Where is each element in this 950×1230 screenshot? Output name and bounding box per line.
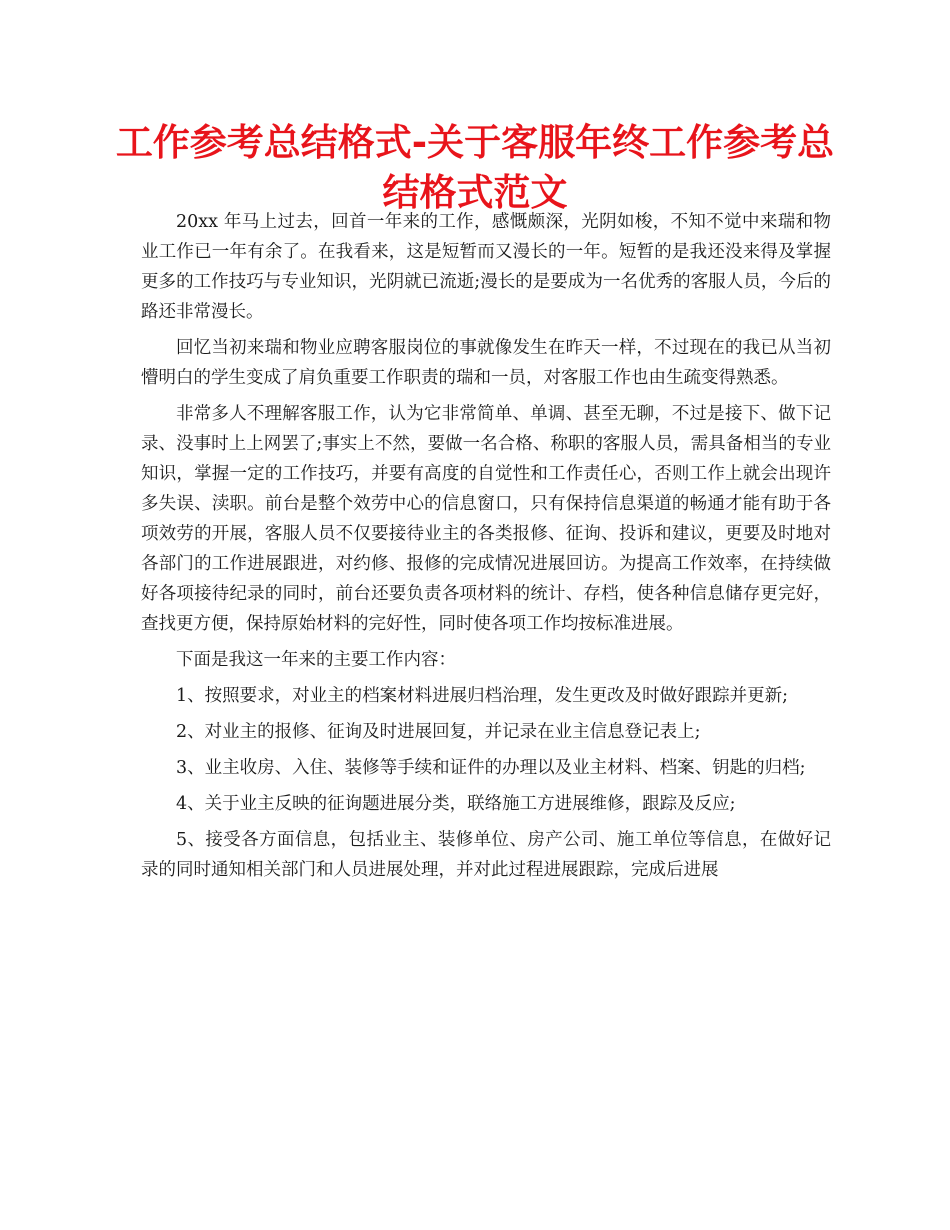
paragraph-recollection: 回忆当初来瑞和物业应聘客服岗位的事就像发生在昨天一样，不过现在的我已从当初懵明白的学生变成了肩负重要工作职责的瑞和一员，对客服工作也由生疏变得熟悉。 <box>141 338 831 388</box>
paragraph-intro: 20xx 年马上过去，回首一年来的工作，感慨颇深，光阴如梭，不知不觉中来瑞和物业工作已一年有余了。在我看来，这是短暂而又漫长的一年。短暂的是我还没来得及掌握更多的工作技巧与专业知识，光阴就已流逝;漫长的是要成为一名优秀的客服人员，今后的路还非常漫长。 <box>141 212 831 322</box>
list-item-4: 4、关于业主反映的征询题进展分类，联络施工方进展维修，跟踪及反应; <box>176 794 736 814</box>
list-item-3: 3、业主收房、入住、装修等手续和证件的办理以及业主材料、档案、钥匙的归档; <box>176 758 806 778</box>
paragraph-work-list-intro: 下面是我这一年来的主要工作内容： <box>176 650 456 670</box>
list-item-5: 5、接受各方面信息，包括业主、装修单位、房产公司、施工单位等信息，在做好记录的同时通知相关部门和人员进展处理，并对此过程进展跟踪，完成后进展 <box>141 830 831 880</box>
list-item-1: 1、按照要求，对业主的档案材料进展归档治理，发生更改及时做好跟踪并更新; <box>176 686 789 706</box>
document-title: 工作参考总结格式-关于客服年终工作参考总结格式范文 <box>115 121 835 214</box>
paragraph-job-description: 非常多人不理解客服工作，认为它非常简单、单调、甚至无聊，不过是接下、做下记录、没事时上上网罢了;事实上不然，要做一名合格、称职的客服人员，需具备相当的专业知识，掌握一定的工作技巧，并要有高度的自觉性和工作责任心，否则工作上就会出现许多失误、渎职。前台是整个效劳中心的信息窗口，只有保持信息渠道的畅通才能有助于各项效劳的开展，客服人员不仅要接待业主的各类报修、征询、投诉和建议，更要及时地对各部门的工作进展跟进，对约修、报修的完成情况进展回访。为提高工作效率，在持续做好各项接待纪录的同时，前台还要负责各项材料的统计、存档，使各种信息储存更完好，查找更方便，保持原始材料的完好性，同时使各项工作均按标准进展。 <box>141 404 831 634</box>
document-body <box>141 207 831 891</box>
list-item-2: 2、对业主的报修、征询及时进展回复，并记录在业主信息登记表上; <box>176 722 701 742</box>
